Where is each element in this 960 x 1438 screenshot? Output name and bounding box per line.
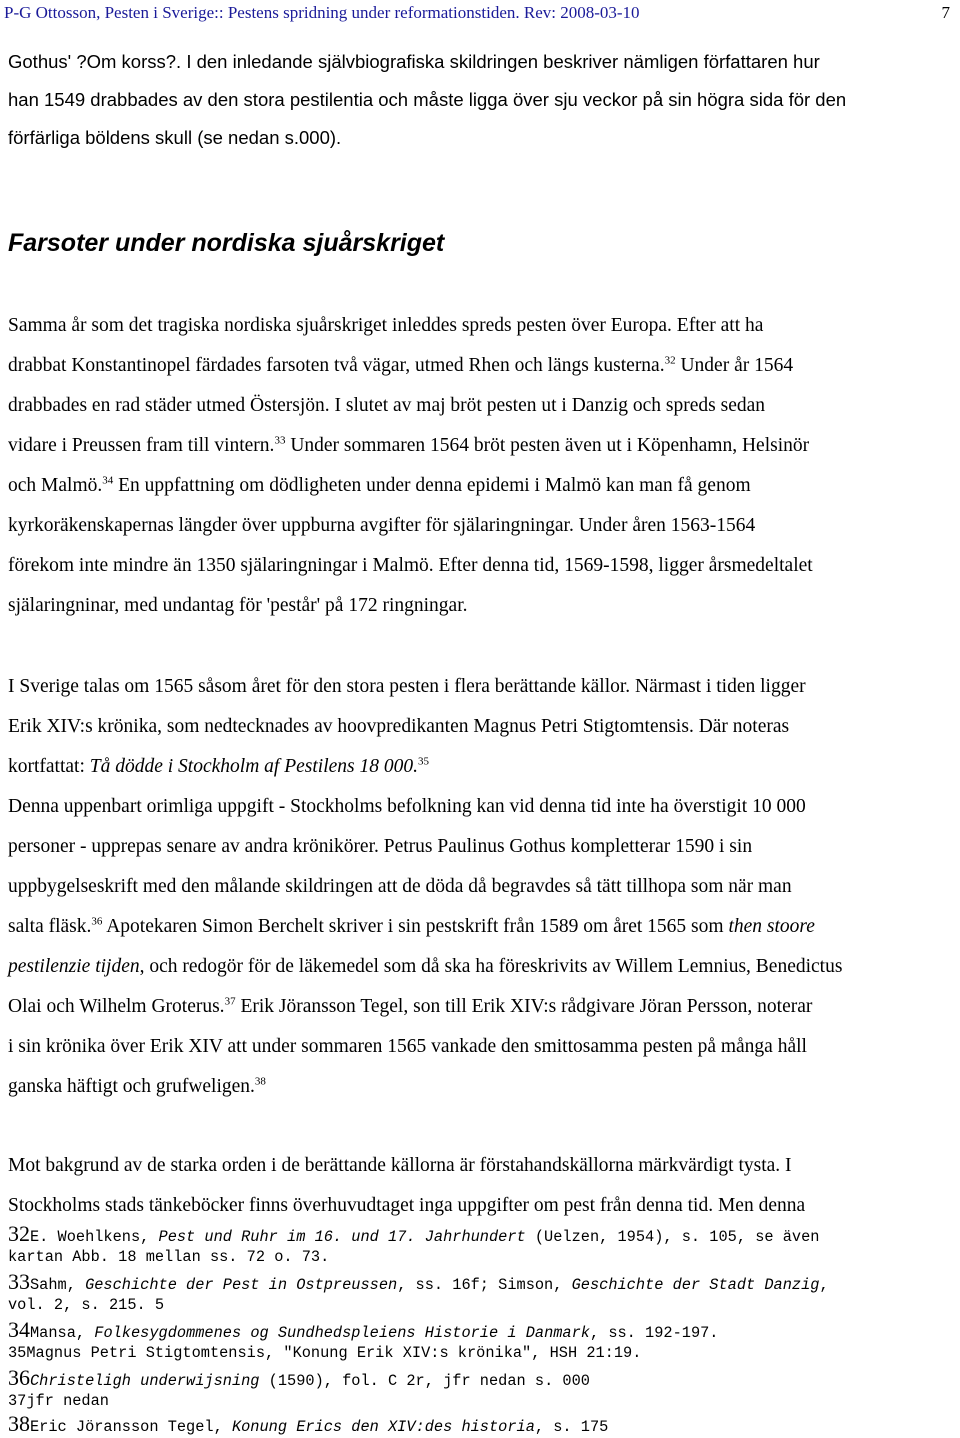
footnote-33: 33Sahm, Geschichte der Pest in Ostpreussen, ss. 16f; Simson, Geschichte der Stadt Danzig, vol. 2, s. 215. 5 xyxy=(8,1269,829,1314)
footnote-number: 32 xyxy=(8,1221,30,1246)
text-line: uppbygelseskrift med den målande skildringen att de döda då begravdes så tätt tillhopa som när man xyxy=(8,876,792,897)
paragraph-sverige xyxy=(8,667,954,1107)
quote-italic: pestilenzie tijden xyxy=(8,956,140,977)
paragraph-intro xyxy=(8,43,954,157)
footnote-ref[interactable]: 32 xyxy=(664,354,676,367)
footnote-34: 34Mansa, Folkesygdommenes og Sundhedspleiens Historie i Danmark, ss. 192-197. xyxy=(8,1317,719,1342)
text-line: Denna uppenbart orimliga uppgift - Stockholms befolkning kan vid denna tid inte ha överstigit 10 000 xyxy=(8,796,806,817)
quote-italic: Tå dödde i Stockholm af Pestilens 18 000. xyxy=(89,756,418,777)
footnote-38: 38Eric Jöransson Tegel, Konung Erics den XIV:des historia, s. 175 xyxy=(8,1411,609,1436)
text-line: personer - upprepas senare av andra krönikörer. Petrus Paulinus Gothus kompletterar 1590 i sin xyxy=(8,836,753,857)
text-line: han 1549 drabbades av den stora pestilentia och måste ligga över sju veckor på sin högra sida för den xyxy=(8,89,847,110)
text-line: ganska häftigt och grufweligen.$^{38}$ xyxy=(8,1075,266,1097)
footnote-36: 36Christeligh underwijsning (1590), fol. C 2r, jfr nedan s. 000 xyxy=(8,1365,590,1390)
paragraph-sjuarskriget xyxy=(8,306,954,626)
text-line: kyrkoräkenskapernas längder över uppburna avgifter för själaringningar. Under åren 1563-1564 xyxy=(8,515,756,536)
text-line: Olai och Wilhelm Groterus.$^{37}$ Erik Jöransson Tegel, son till Erik XIV:s rådgivare Jöran Persson, noterar xyxy=(8,995,813,1017)
text-line: förekom inte mindre än 1350 själaringningar i Malmö. Efter denna tid, 1569-1598, ligger årsmedeltalet xyxy=(8,555,813,576)
footnote-number: 33 xyxy=(8,1269,30,1294)
footnote-37: 37jfr nedan xyxy=(8,1392,109,1410)
text-line: Gothus' ?Om korss?. I den inledande självbiografiska skildringen beskriver nämligen författaren hur xyxy=(8,51,820,72)
page-number: 7 xyxy=(941,3,950,22)
text-line: Erik XIV:s krönika, som nedtecknades av hoovpredikanten Magnus Petri Stigtomtensis. Där noteras xyxy=(8,716,790,737)
text-line: förfärliga böldens skull (se nedan s.000). xyxy=(8,127,342,148)
text-line: salta fläsk.$^{36}$ Apotekaren Simon Berchelt skriver i sin pestskrift från 1589 om året 1565 som then stoore xyxy=(8,915,815,937)
header-title: P-G Ottosson, Pesten i Sverige:: Pestens spridning under reformationstiden. Rev: 2008-03-10 xyxy=(4,3,640,22)
text-line: Stockholms stads tänkeböcker finns överhuvudtaget inga uppgifter om pest från denna tid. Men denna xyxy=(8,1195,806,1216)
text-line: I Sverige talas om 1565 såsom året för den stora pesten i flera berättande källor. Närmast i tiden ligger xyxy=(8,676,806,697)
footnote-ref[interactable]: 34 xyxy=(102,474,114,487)
footnote-number: 36 xyxy=(8,1365,30,1390)
text-line: själaringninar, med undantag för 'pestår' på 172 ringningar. xyxy=(8,595,468,616)
paragraph-bakgrund xyxy=(8,1146,954,1226)
footnote-number: 38 xyxy=(8,1411,30,1436)
text-line: pestilenzie tijden, och redogör för de läkemedel som då ska ha föreskrivits av Willem Lemnius, Benedictus xyxy=(8,956,843,977)
text-line: Mot bakgrund av de starka orden i de berättande källorna är förstahandskällorna märkvärdigt tysta. I xyxy=(8,1155,792,1176)
text-line: i sin krönika över Erik XIV att under sommaren 1565 vankade den smittosamma pesten på många håll xyxy=(8,1036,807,1057)
footnote-ref[interactable]: 37 xyxy=(224,995,236,1008)
footnote-35: 35Magnus Petri Stigtomtensis, "Konung Erik XIV:s krönika", HSH 21:19. xyxy=(8,1344,642,1362)
section-heading: Farsoter under nordiska sjuårskriget xyxy=(8,229,445,257)
quote-italic: then stoore xyxy=(728,916,815,937)
running-header xyxy=(4,0,950,26)
footnote-ref[interactable]: 38 xyxy=(254,1075,266,1088)
text-line: kortfattat: Tå dödde i Stockholm af Pestilens 18 000.35 xyxy=(8,755,429,777)
text-line: vidare i Preussen fram till vintern.$^{33}$ Under sommaren 1564 bröt pesten även ut i Köpenhamn, Helsinör xyxy=(8,434,810,456)
text-line: och Malmö.$^{34}$ En uppfattning om dödligheten under denna epidemi i Malmö kan man få genom xyxy=(8,474,751,496)
footnote-ref[interactable]: 35 xyxy=(417,755,429,768)
text-line: drabbades en rad städer utmed Östersjön. I slutet av maj bröt pesten ut i Danzig och spreds sedan xyxy=(8,395,766,416)
footnote-ref[interactable]: 33 xyxy=(274,434,286,447)
footnote-number: 34 xyxy=(8,1317,30,1342)
footnote-ref[interactable]: 36 xyxy=(91,915,103,928)
footnote-32: 32E. Woehlkens, Pest und Ruhr im 16. und 17. Jahrhundert (Uelzen, 1954), s. 105, se även kartan Abb. 18 mellan ss. 72 o. 73. xyxy=(8,1221,820,1266)
text-line: Samma år som det tragiska nordiska sjuårskriget inleddes spreds pesten över Europa. Efter att ha xyxy=(8,315,764,336)
text-line: drabbat Konstantinopel färdades farsoten två vägar, utmed Rhen och längs kusterna.$^{32}$ Under år 1564 xyxy=(8,354,794,376)
